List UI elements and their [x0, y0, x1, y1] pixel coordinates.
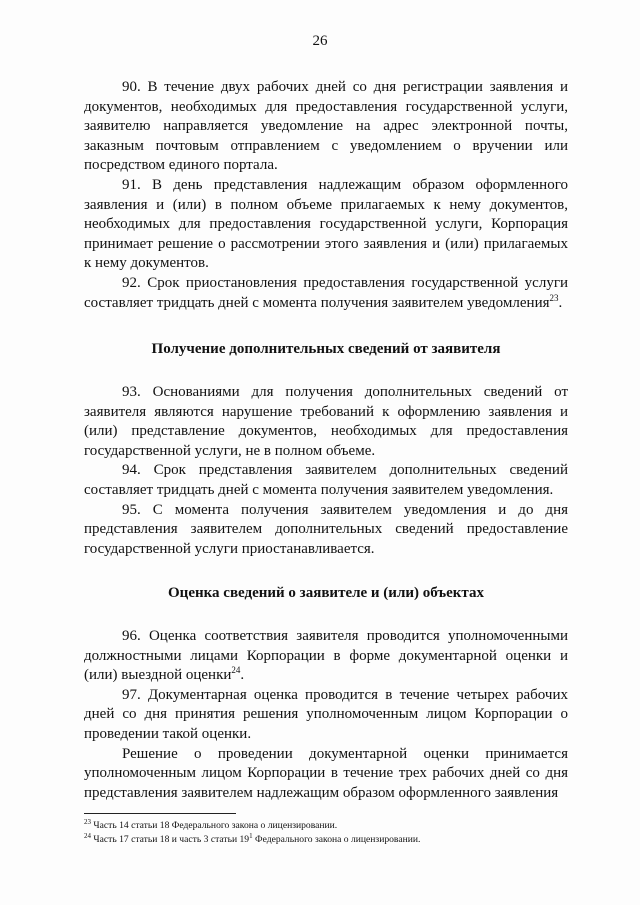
footnote-24-text-b: Федерального закона о лицензировании. [252, 834, 421, 845]
footnote-24-inner-sup: 1 [249, 832, 253, 840]
paragraph-95: 95. С момента получения заявителем уведомления и до дня представления заявителем дополнительных сведений предоставление государственной услуги приостанавливается. [84, 501, 568, 557]
footnote-separator [84, 813, 236, 814]
paragraph-90: 90. В течение двух рабочих дней со дня регистрации заявления и документов, необходимых для предоставления государственной услуги, заявителю направляется уведомление на адрес электронной почты, заказным почтовым отправлением с уведомлением о вручении или посредством единого портала. [84, 79, 568, 174]
footnotes [84, 819, 568, 847]
paragraph-92-end: . [558, 294, 563, 311]
footnote-24 [84, 833, 568, 847]
paragraph-94: 94. Срок представления заявителем дополнительных сведений составляет тридцать дней с момента получения заявителем уведомления. [84, 462, 568, 498]
section-heading-assessment: Оценка сведений о заявителе и (или) объектах [168, 585, 484, 601]
paragraph-98: Решение о проведении документарной оценки принимается уполномоченным лицом Корпорации в течение трех рабочих дней со дня представления заявителем надлежащим образом оформленного заявления [84, 745, 568, 801]
paragraph-block-1 [84, 78, 568, 313]
footnote-24-mark: 24 [84, 832, 91, 840]
paragraph-96 [84, 627, 568, 686]
paragraph-91: 91. В день представления надлежащим образом оформленного заявления и (или) в полном объеме прилагаемых к нему документов, необходимых для предоставления государственной услуги, Корпорация принимает решение о рассмотрении этого заявления и (или) прилагаемых к нему документов. [84, 176, 568, 272]
footnote-23-text: Часть 14 статьи 18 Федерального закона о лицензировании. [91, 820, 338, 831]
footnote-ref-24: 24 [231, 665, 241, 676]
paragraph-93: 93. Основаниями для получения дополнительных сведений от заявителя являются нарушение требований к оформлению заявления и (или) представление документов, необходимых для предоставления государственной услуги, не в полном объеме. [84, 384, 568, 459]
paragraph-92-text: 92. Срок приостановления предоставления государственной услуги составляет тридцать дней с момента получения заявителем уведомления [84, 274, 568, 311]
paragraph-92 [84, 274, 568, 313]
footnote-ref-23: 23 [549, 292, 559, 303]
footnote-24-text-a: Часть 17 статьи 18 и часть 3 статьи 19 [91, 834, 250, 845]
footnote-23 [84, 819, 568, 833]
section-heading-additional-info: Получение дополнительных сведений от заявителя [151, 341, 501, 357]
paragraph-block-2 [84, 383, 568, 559]
paragraph-96-end: . [240, 667, 245, 684]
paragraph-block-3 [84, 627, 568, 803]
paragraph-97: 97. Документарная оценка проводится в течение четырех рабочих дней со дня принятия решения уполномоченным лицом Корпорации о проведении такой оценки. [84, 686, 568, 742]
footnote-23-mark: 23 [84, 818, 91, 826]
paragraph-96-text: 96. Оценка соответствия заявителя проводится уполномоченными должностными лицами Корпорации в форме документарной оценки и (или) выездной оценки [84, 628, 568, 684]
page-number: 26 [312, 33, 328, 49]
